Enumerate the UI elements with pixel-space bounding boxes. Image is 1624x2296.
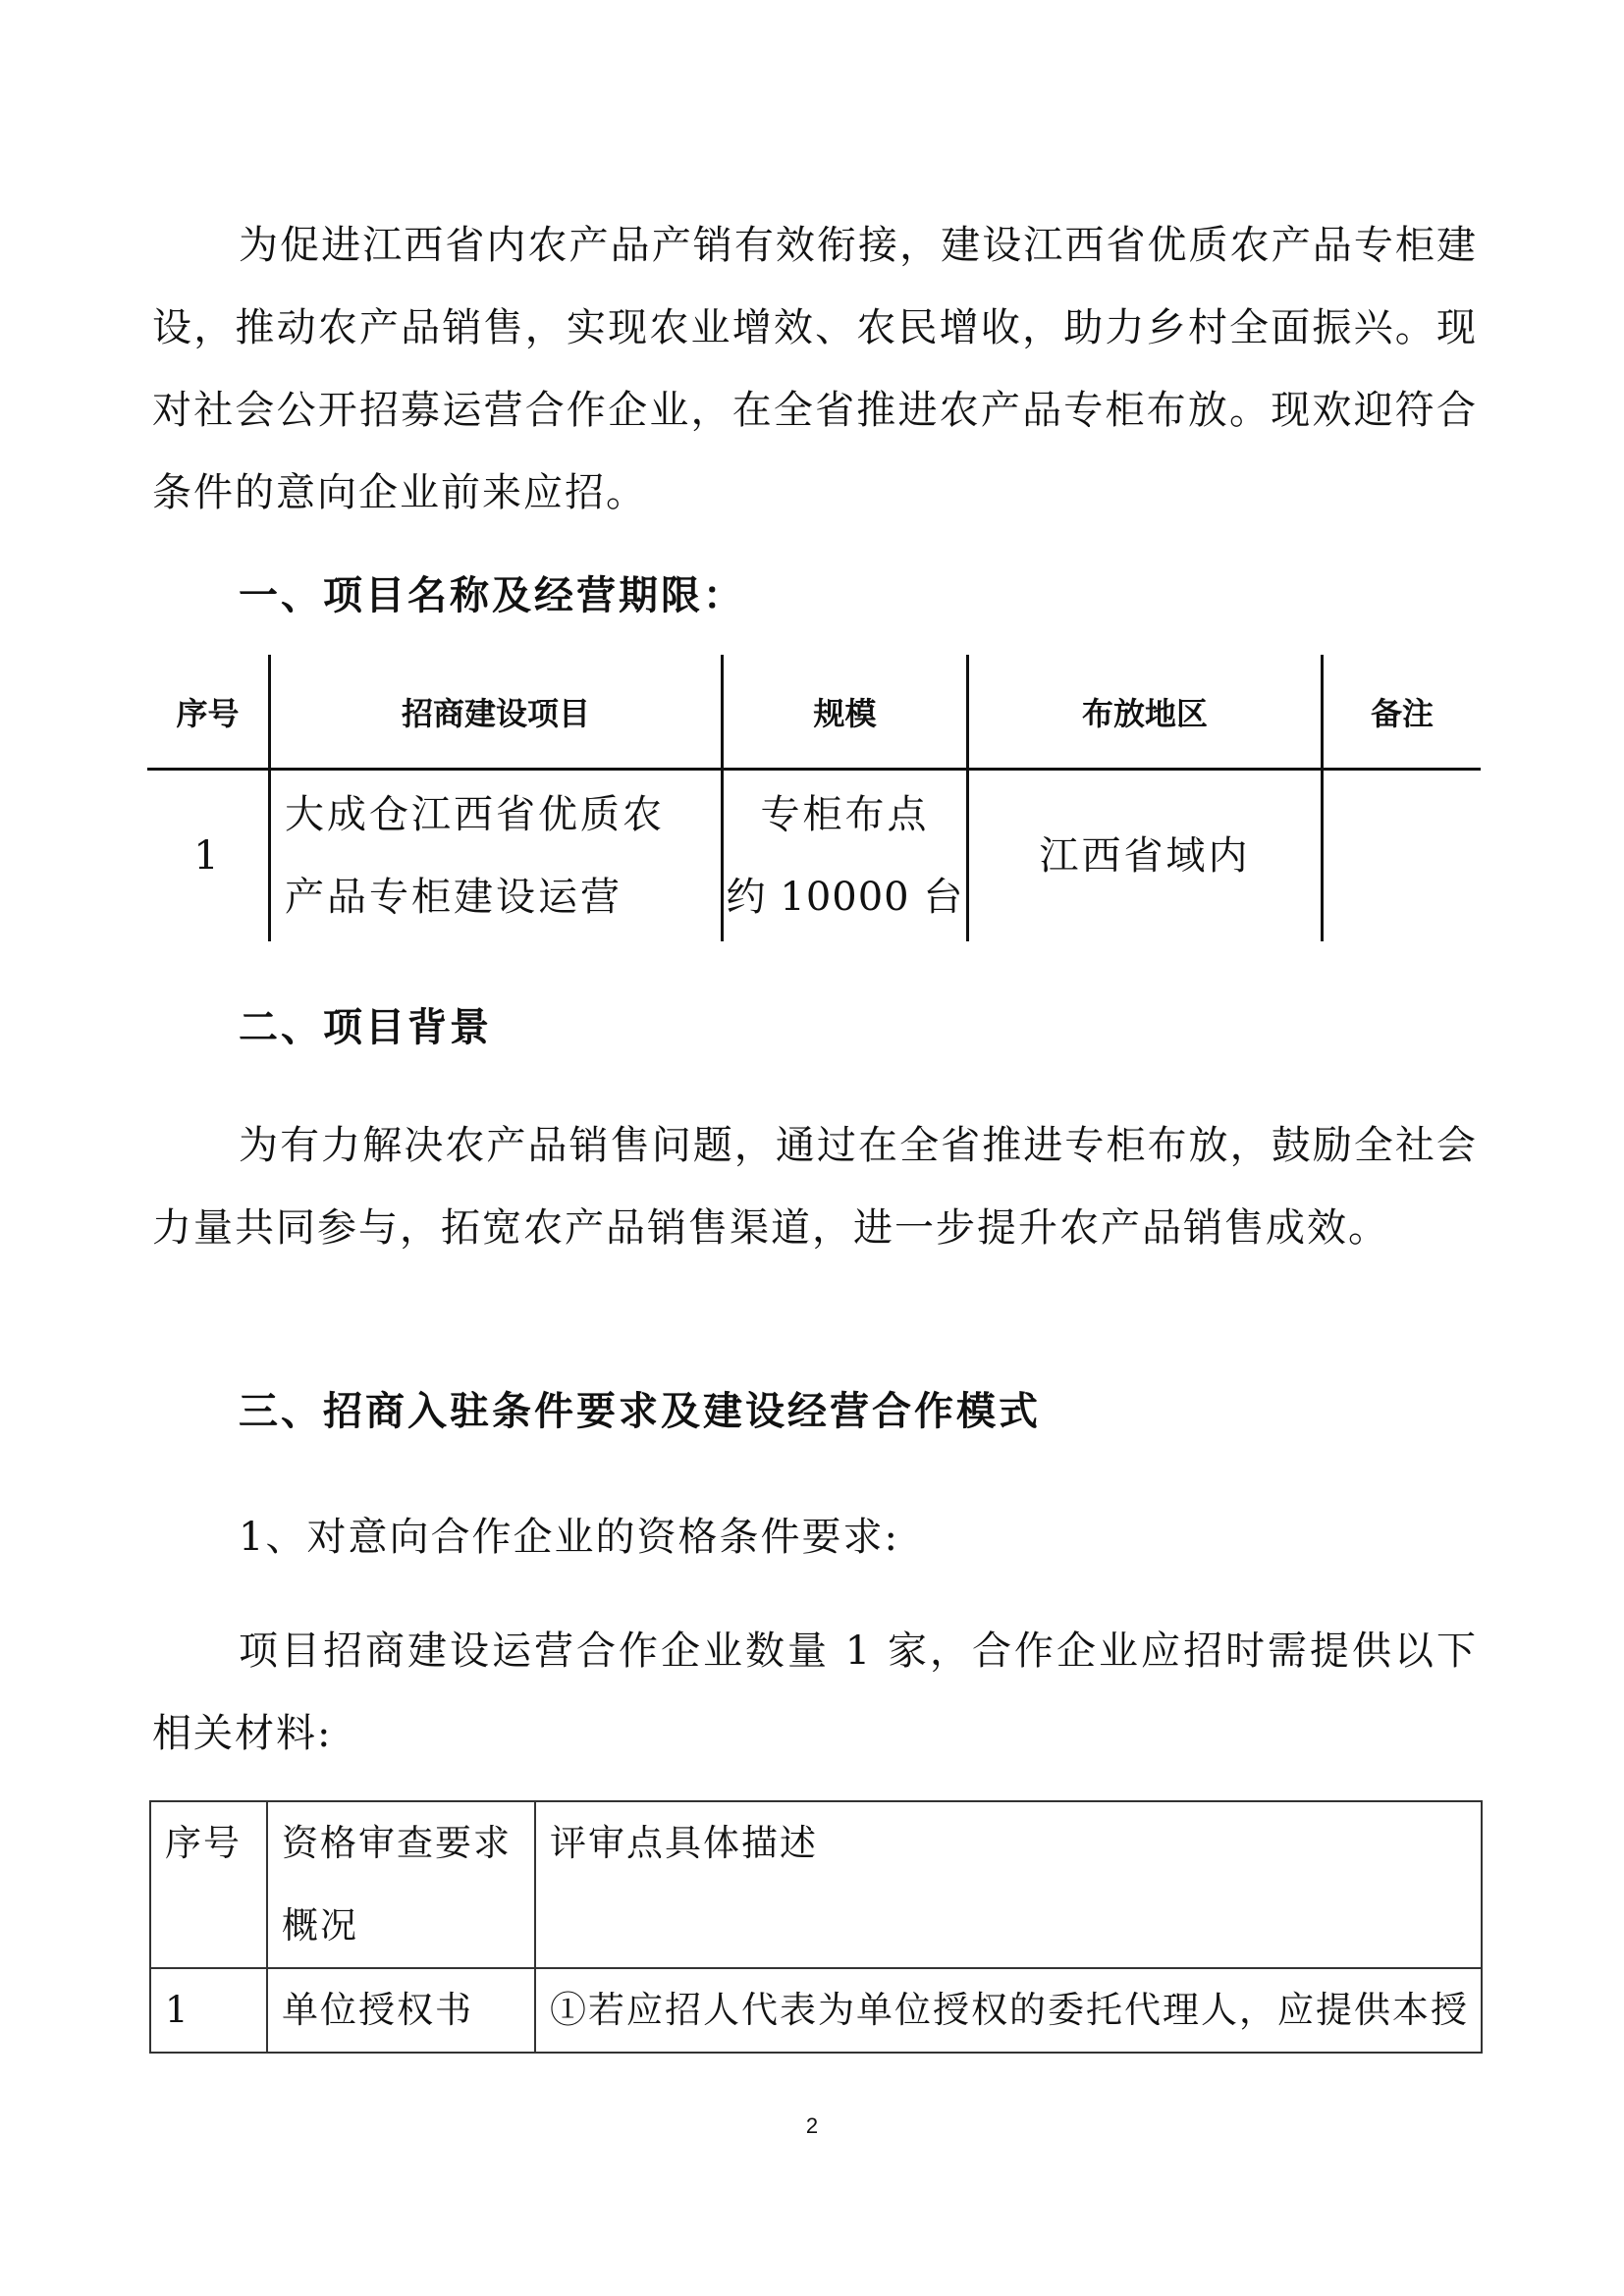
qual-header-description: 评审点具体描述 [535, 1801, 1482, 1968]
qual-header-requirement: 资格审查要求概况 [267, 1801, 535, 1968]
qualification-table [149, 1800, 1483, 2054]
table-header-project: 招商建设项目 [401, 694, 590, 732]
table-header-scale: 规模 [813, 694, 877, 732]
section1-heading: 一、项目名称及经营期限： [239, 573, 745, 618]
qual-header-index: 序号 [150, 1801, 267, 1968]
table-header-row [150, 1801, 1482, 1968]
table-header-region: 布放地区 [1081, 694, 1208, 732]
scale-line-2: 约 10000 台 [726, 875, 964, 920]
scale-line-1: 专柜布点 [760, 792, 930, 837]
table-cell-note [1324, 771, 1481, 941]
table-cell-region: 江西省域内 [1039, 833, 1251, 879]
project-line-2: 产品专柜建设运营 [285, 875, 623, 920]
page-number: 2 [805, 2113, 819, 2138]
project-line-1: 大成仓江西省优质农 [285, 792, 665, 837]
intro-paragraph: 为促进江西省内农产品产销有效衔接，建设江西省优质农产品专柜建设，推动农产品销售，实现农业增效、农民增收，助力乡村全面振兴。现对社会公开招募运营合作企业，在全省推进农产品专柜布放。现欢迎符合条件的意向企业前来应招。 [152, 223, 1478, 515]
project-table [147, 655, 1481, 941]
table-header-index: 序号 [176, 694, 240, 732]
qual-cell-description: ①若应招人代表为单位授权的委托代理人，应提供本授 [535, 1968, 1482, 2053]
section2-heading: 二、项目背景 [239, 1005, 492, 1050]
table-cell-index: 1 [193, 833, 222, 879]
section3-heading: 三、招商入驻条件要求及建设经营合作模式 [239, 1389, 1041, 1434]
section3-body: 项目招商建设运营合作企业数量 1 家，合作企业应招时需提供以下相关材料: [152, 1629, 1478, 1756]
table-cell-scale [724, 771, 966, 941]
table-cell-project [271, 771, 721, 941]
section2-body: 为有力解决农产品销售问题，通过在全省推进专柜布放，鼓励全社会力量共同参与，拓宽农产品销售渠道，进一步提升农产品销售成效。 [152, 1123, 1478, 1251]
qual-cell-requirement: 单位授权书 [267, 1968, 535, 2053]
table-header-note: 备注 [1370, 694, 1434, 732]
table-row [150, 1968, 1482, 2053]
qual-cell-index: 1 [150, 1968, 267, 2053]
section3-subheading: 1、对意向合作企业的资格条件要求: [239, 1515, 899, 1560]
